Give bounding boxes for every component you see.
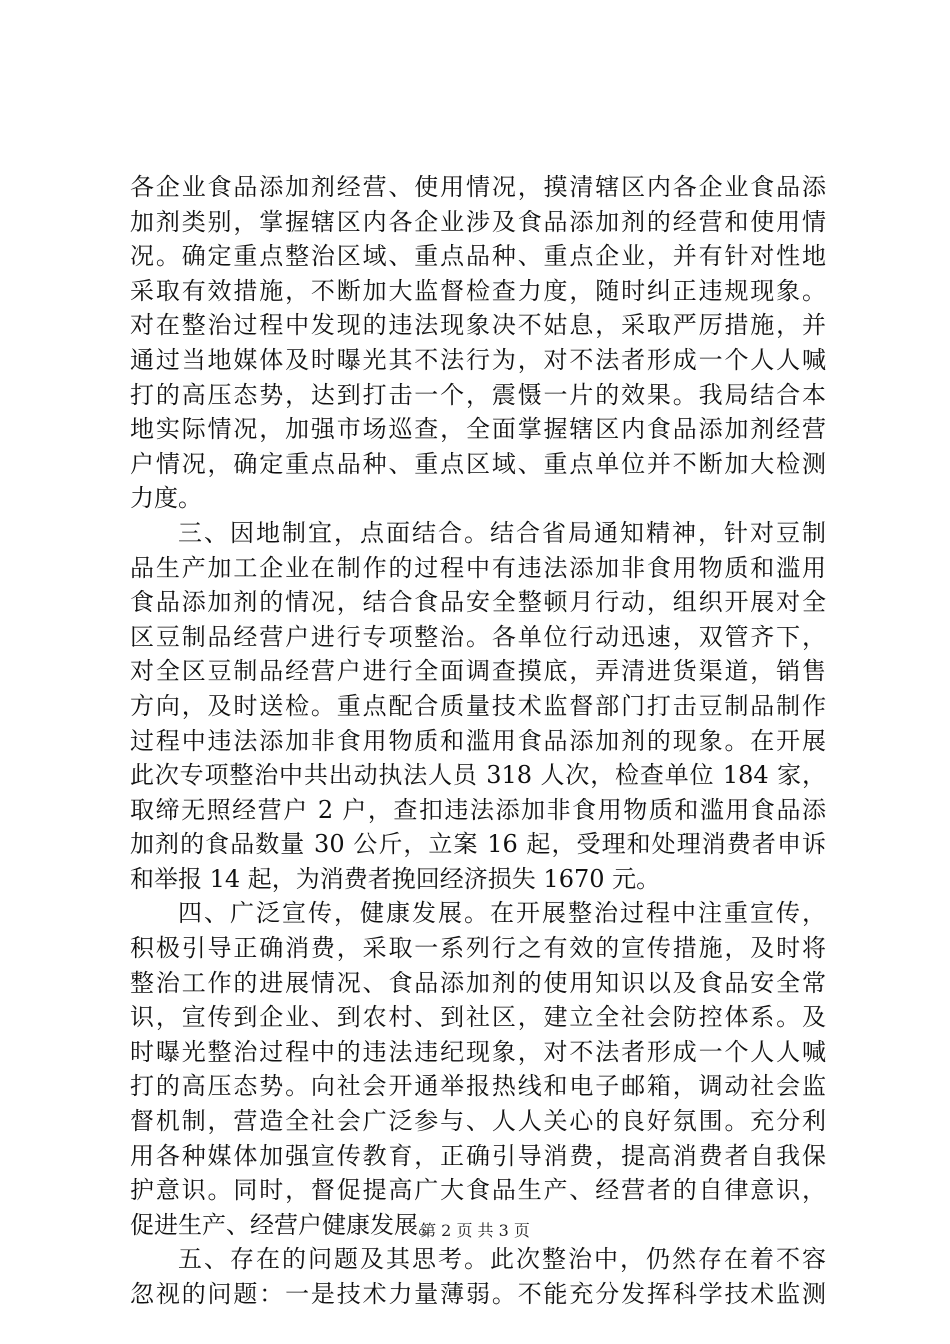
document-body	[130, 170, 826, 1312]
text-line: 过程中违法添加非食用物质和滥用食品添加剂的现象。在开展	[130, 726, 826, 755]
text-line: 取缔无照经营户 2 户，查扣违法添加非食用物质和滥用食品添	[130, 795, 826, 824]
text-line: 打的高压态势，达到打击一个，震慑一片的效果。我局结合本	[130, 380, 826, 409]
text-line: 忽视的问题：一是技术力量薄弱。不能充分发挥科学技术监测	[130, 1280, 826, 1308]
text-line: 品生产加工企业在制作的过程中有违法添加非食用物质和滥用	[130, 553, 826, 582]
text-line: 和举报 14 起，为消费者挽回经济损失 1670 元。	[130, 864, 661, 893]
text-line: 整治工作的进展情况、食品添加剂的使用知识以及食品安全常	[130, 968, 826, 997]
text-line: 对在整治过程中发现的违法现象决不姑息，采取严厉措施，并	[130, 311, 826, 340]
text-line: 对全区豆制品经营户进行全面调查摸底，弄清进货渠道，销售	[130, 657, 826, 686]
text-line: 用各种媒体加强宣传教育，正确引导消费，提高消费者自我保	[130, 1141, 826, 1170]
text-line: 各企业食品添加剂经营、使用情况，摸清辖区内各企业食品添	[130, 173, 826, 201]
text-line: 况。确定重点整治区域、重点品种、重点企业，并有针对性地	[130, 242, 826, 271]
text-line: 采取有效措施，不断加大监督检查力度，随时纠正违规现象。	[130, 276, 826, 305]
text-line: 四、广泛宣传，健康发展。在开展整治过程中注重宣传，	[178, 899, 826, 928]
text-line: 力度。	[130, 484, 202, 513]
text-line: 积极引导正确消费，采取一系列行之有效的宣传措施，及时将	[130, 934, 826, 963]
text-line: 时曝光整治过程中的违法违纪现象，对不法者形成一个人人喊	[130, 1037, 826, 1066]
text-line: 促进生产、经营户健康发展。	[130, 1210, 442, 1239]
text-line: 加剂类别，掌握辖区内各企业涉及食品添加剂的经营和使用情	[130, 207, 826, 236]
text-line: 户情况，确定重点品种、重点区域、重点单位并不断加大检测	[130, 449, 826, 478]
text-line: 护意识。同时，督促提高广大食品生产、经营者的自律意识，	[130, 1176, 826, 1205]
text-line: 加剂的食品数量 30 公斤，立案 16 起，受理和处理消费者申诉	[130, 830, 826, 859]
text-line: 督机制，营造全社会广泛参与、人人关心的良好氛围。充分利	[130, 1107, 826, 1136]
text-line: 五、存在的问题及其思考。此次整治中，仍然存在着不容	[178, 1245, 826, 1274]
text-line: 识，宣传到企业、到农村、到社区，建立全社会防控体系。及	[130, 1003, 826, 1032]
page-footer: 第 2 页 共 3 页	[420, 1221, 530, 1240]
text-line: 方向，及时送检。重点配合质量技术监督部门打击豆制品制作	[130, 691, 826, 720]
text-line: 此次专项整治中共出动执法人员 318 人次，检查单位 184 家，	[130, 761, 826, 790]
text-line: 地实际情况，加强市场巡查，全面掌握辖区内食品添加剂经营	[130, 415, 826, 444]
text-line: 食品添加剂的情况，结合食品安全整顿月行动，组织开展对全	[130, 588, 826, 617]
text-line: 三、因地制宜，点面结合。结合省局通知精神，针对豆制	[178, 518, 826, 547]
text-line: 通过当地媒体及时曝光其不法行为，对不法者形成一个人人喊	[130, 345, 826, 374]
text-line: 打的高压态势。向社会开通举报热线和电子邮箱，调动社会监	[130, 1072, 826, 1101]
text-line: 区豆制品经营户进行专项整治。各单位行动迅速，双管齐下，	[130, 622, 826, 651]
